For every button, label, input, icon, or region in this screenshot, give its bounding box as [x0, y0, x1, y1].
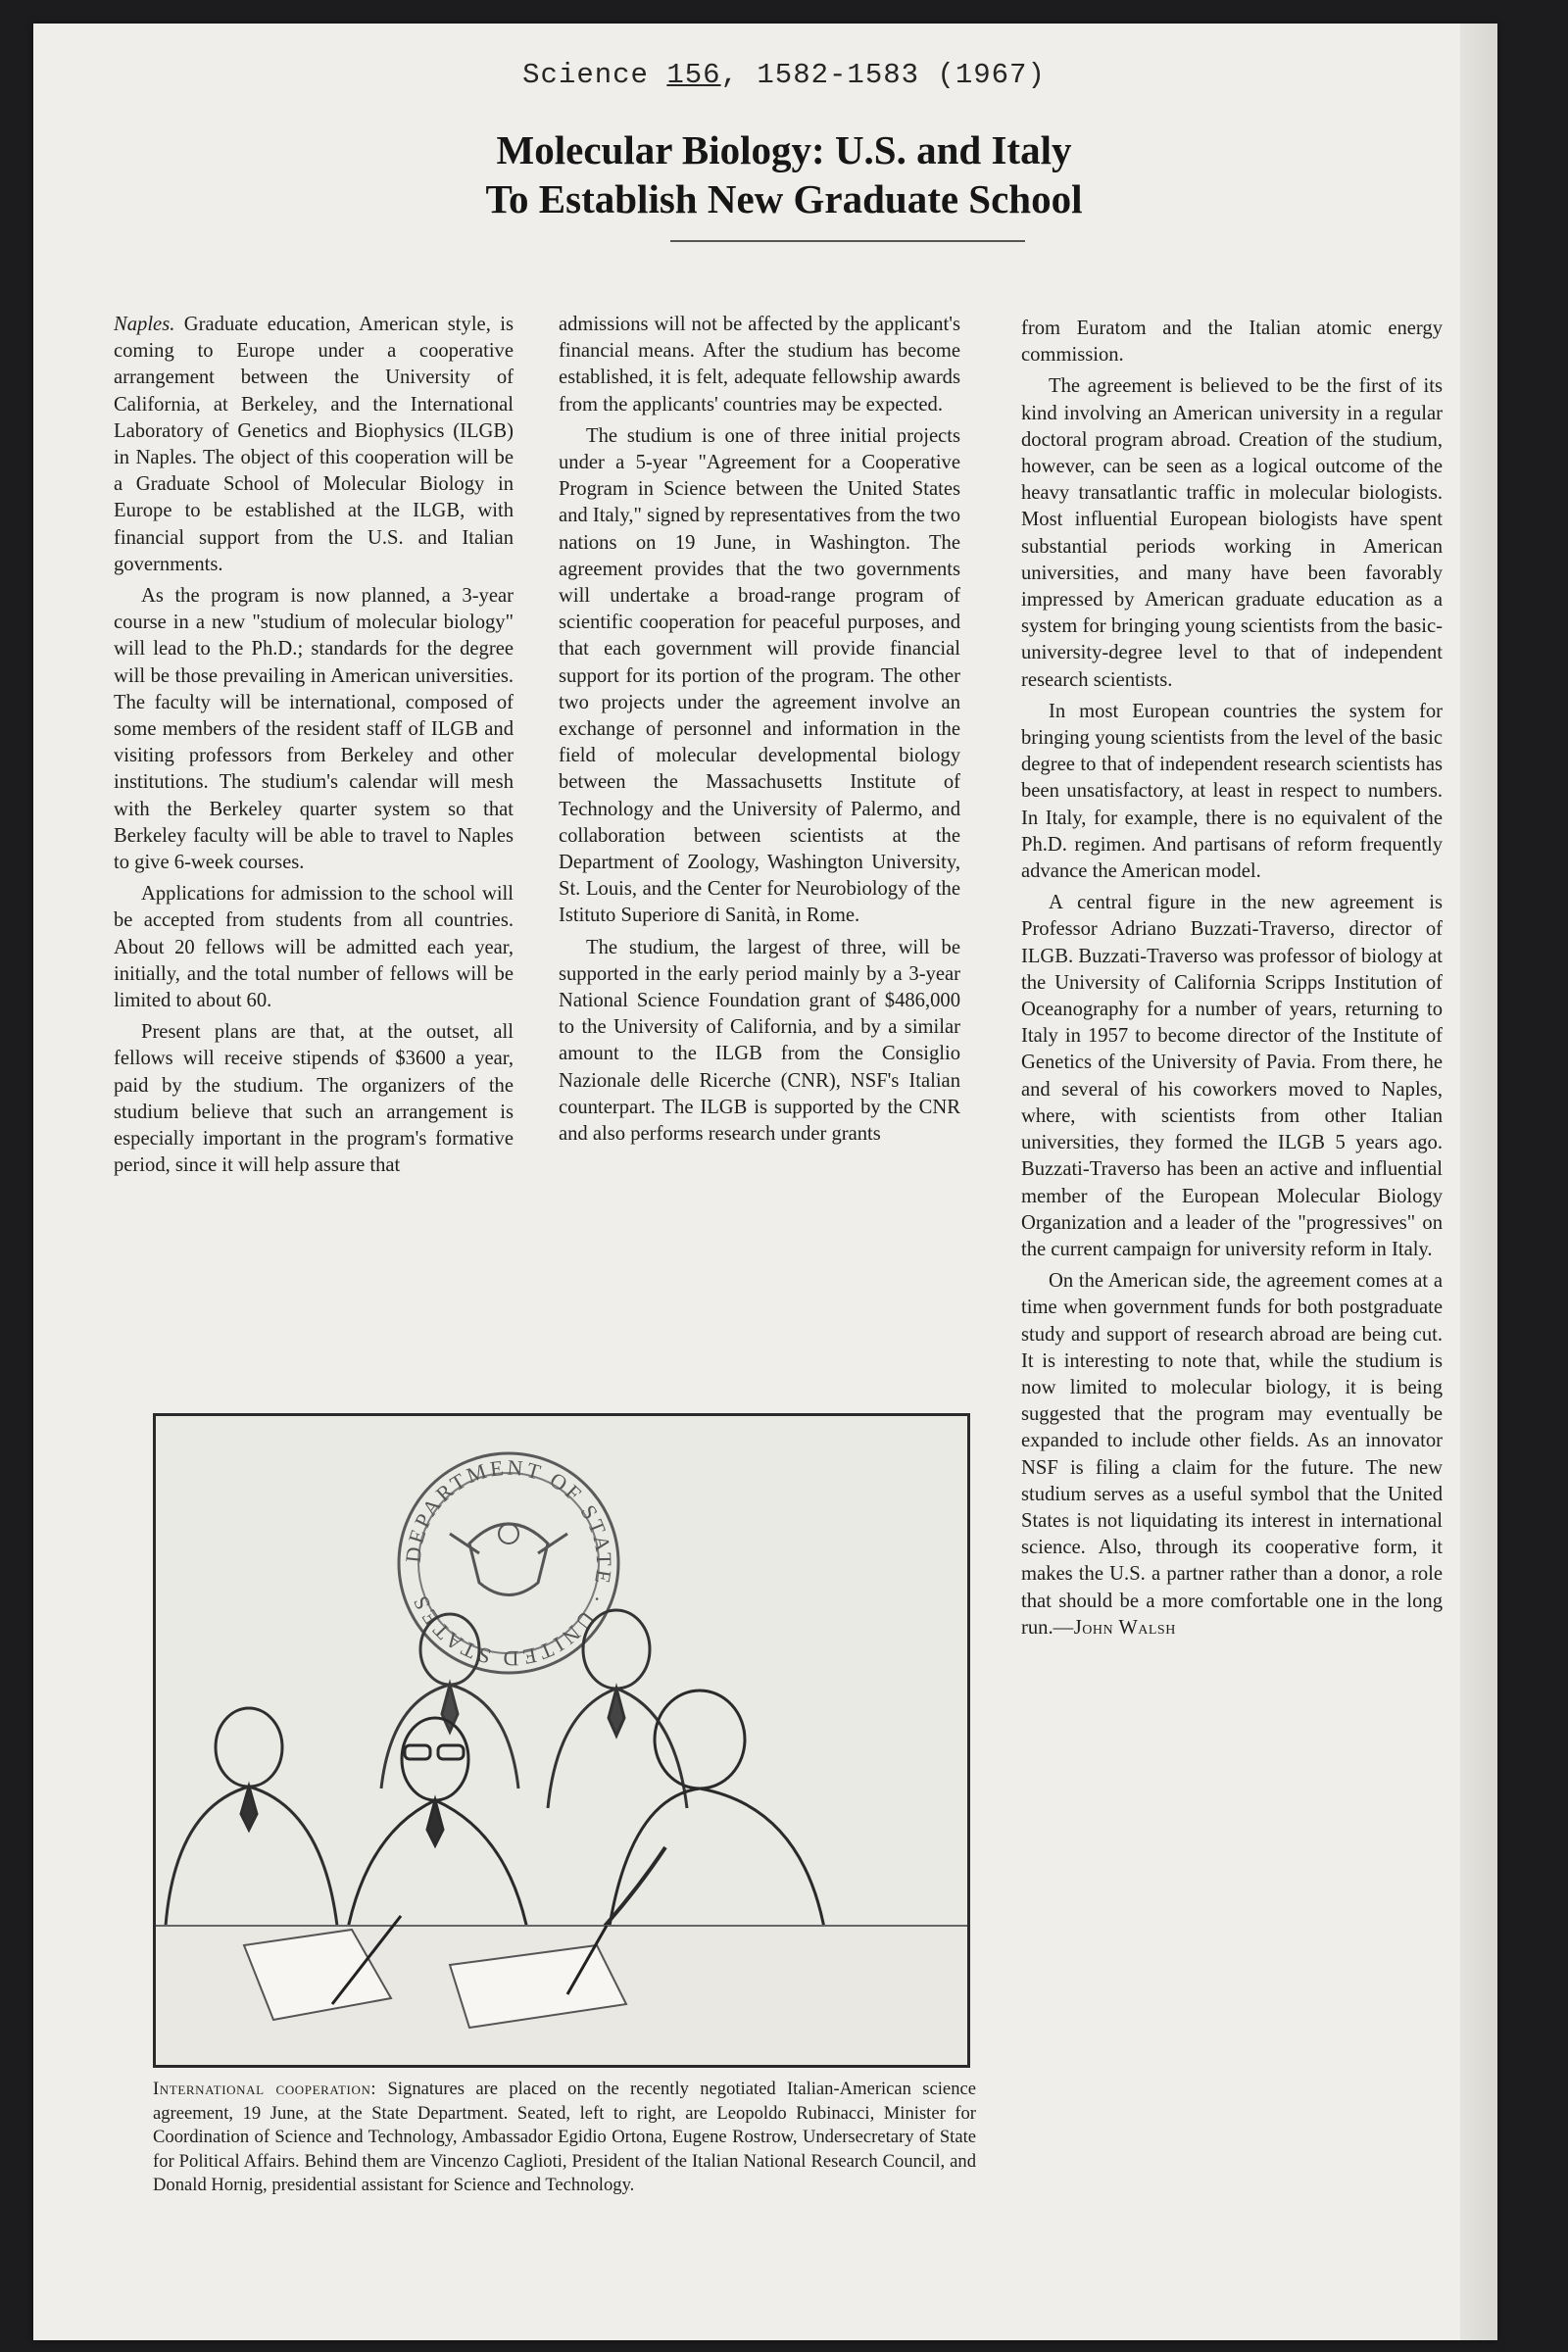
paragraph: Present plans are that, at the outset, all fellows will receive stipends of $3600 a year, paid by the studium. The organizers of the studium believe that such an arrangement is especially important in the program's formative period, since it will help assure that: [114, 1021, 514, 1177]
article-column-1: [114, 312, 514, 1185]
author-byline: —John Walsh: [1053, 1616, 1176, 1639]
caption-heading: International cooperation:: [153, 2079, 377, 2099]
headline-line-1: Molecular Biology: U.S. and Italy: [496, 127, 1072, 172]
paragraph-text: Graduate education, American style, is coming to Europe under a cooperative arrangement between the University of California, at Berkeley, and the International Laboratory of Genetics and Biophysics (ILGB) in Naples. The object of this cooperation will be a Graduate School of Molecular Biology in Europe to be established at the ILGB, with financial support from the U.S. and Italian governments.: [114, 314, 514, 575]
paragraph: [1021, 1268, 1443, 1642]
paragraph: The studium, the largest of three, will be supported in the early period mainly by a 3-year National Science Foundation grant of $486,000 to the University of California, and by a similar amount to the ILGB from the Consiglio Nazionale delle Ricerche (CNR), NSF's Italian counterpart. The ILGB is supported by the CNR and also performs research under grants: [559, 936, 960, 1146]
paragraph: The studium is one of three initial projects under a 5-year "Agreement for a Cooperative Program in Science between the United States and Italy," signed by representatives from the two nations on 19 June, in Washington. The agreement provides that the two governments will undertake a broad-range program of scientific cooperation for peaceful purposes, and that each government will provide financial support for its portion of the program. The other two projects under the agreement involve an exchange of personnel and information in the field of molecular developmental biology between the Massachusetts Institute of Technology and the University of Palermo, and collaboration between scientists at the Department of Zoology, Washington University, St. Louis, and the Center for Neurobiology of the Istituto Superiore di Sanità, in Rome.: [559, 424, 960, 927]
caption-text: Signatures are placed on the recently negotiated Italian-American science agreement, 19 June, at the State Department. Seated, left to right, are Leopoldo Rubinacci, Minister for Coordination of Science and Technology, Ambassador Egidio Ortona, Eugene Rostrow, Undersecretary of State for Political Affairs. Behind them are Vincenzo Caglioti, President of the Italian National Research Council, and Donald Hornig, presidential assistant for Science and Technology.: [153, 2079, 976, 2195]
dateline: Naples.: [114, 314, 175, 335]
page-edge: [1460, 24, 1497, 2340]
paragraph-text: On the American side, the agreement comes at a time when government funds for both postgraduate study and support of research abroad are being cut. It is interesting to note that, while the studium is now limited to molecular biology, it is being suggested that the program may eventually be expanded to include other fields. As an innovator NSF is filing a claim for the future. The new studium serves as a useful symbol that the United States is not liquidating its interest in international science. Also, through its cooperative form, it makes the U.S. a partner rather than a donor, a role that should be a more comfortable one in the long run.: [1021, 1270, 1443, 1639]
article-column-2: [559, 312, 960, 1152]
paragraph: As the program is now planned, a 3-year course in a new "studium of molecular biology" will lead to the Ph.D.; standards for the degree will be those prevailing in American universities. The faculty will be international, composed of some members of the resident staff of ILGB and visiting professors from Berkeley and other institutions. The studium's calendar will mesh with the Berkeley quarter system so that Berkeley faculty will be able to travel to Naples to give 6-week courses.: [114, 585, 514, 874]
paragraph: [114, 312, 514, 578]
paragraph: In most European countries the system for bringing young scientists from the level of the basic degree to that of independent research scientists has been unsatisfactory, at least in respect to numbers. In Italy, for example, there is no equivalent of the Ph.D. regimen. And partisans of reform frequently advance the American model.: [1021, 700, 1443, 883]
paragraph: Applications for admission to the school will be accepted from students from all countries. About 20 fellows will be admitted each year, initially, and the total number of fellows will be limited to about 60.: [114, 883, 514, 1012]
photo-caption: [153, 2078, 976, 2198]
headline-line-2: To Establish New Graduate School: [485, 176, 1083, 221]
article-headline: [294, 125, 1274, 223]
journal-volume: 156: [666, 59, 721, 91]
paragraph: from Euratom and the Italian atomic energy commission.: [1021, 318, 1443, 367]
photo-illustration: [156, 1416, 967, 2065]
article-column-3: [1021, 316, 1443, 1646]
journal-pages-year: , 1582-1583 (1967): [720, 59, 1046, 91]
paragraph: A central figure in the new agreement is Professor Adriano Buzzati-Traverso, director of ILGB. Buzzati-Traverso was professor of biology at the University of California Scripps Institution of Oceanography for a number of years, returning to Italy in 1957 to become director of the Institute of Genetics of the University of Pavia. From there, he and several of his coworkers moved to Naples, where, with scientists from other Italian universities, they formed the ILGB 5 years ago. Buzzati-Traverso has been an active and influential member of the European Molecular Biology Organization and a leader of the "progressives" on the current campaign for university reform in Italy.: [1021, 892, 1443, 1260]
journal-name: Science: [522, 59, 649, 91]
journal-citation: [196, 59, 1372, 91]
paragraph: admissions will not be affected by the applicant's financial means. After the studium has become established, it is felt, adequate fellowship awards from the applicants' countries may be expected.: [559, 314, 960, 416]
signing-table: [156, 1916, 967, 2065]
seal-text: DEPARTMENT OF STATE · UNITED STATES: [400, 1454, 617, 1672]
paragraph: The agreement is believed to be the first of its kind involving an American university in a regular doctoral program abroad. Creation of the studium, however, can be seen as a logical outcome of the heavy transatlantic traffic in molecular biologists. Most influential European biologists have spent substantial periods working in American universities, and many have been favorably impressed by American graduate education as a system for bringing young scientists from the basic-university-degree level to that of independent research scientists.: [1021, 375, 1443, 691]
headline-rule: [670, 240, 1025, 242]
signing-ceremony-photo: [153, 1413, 970, 2068]
